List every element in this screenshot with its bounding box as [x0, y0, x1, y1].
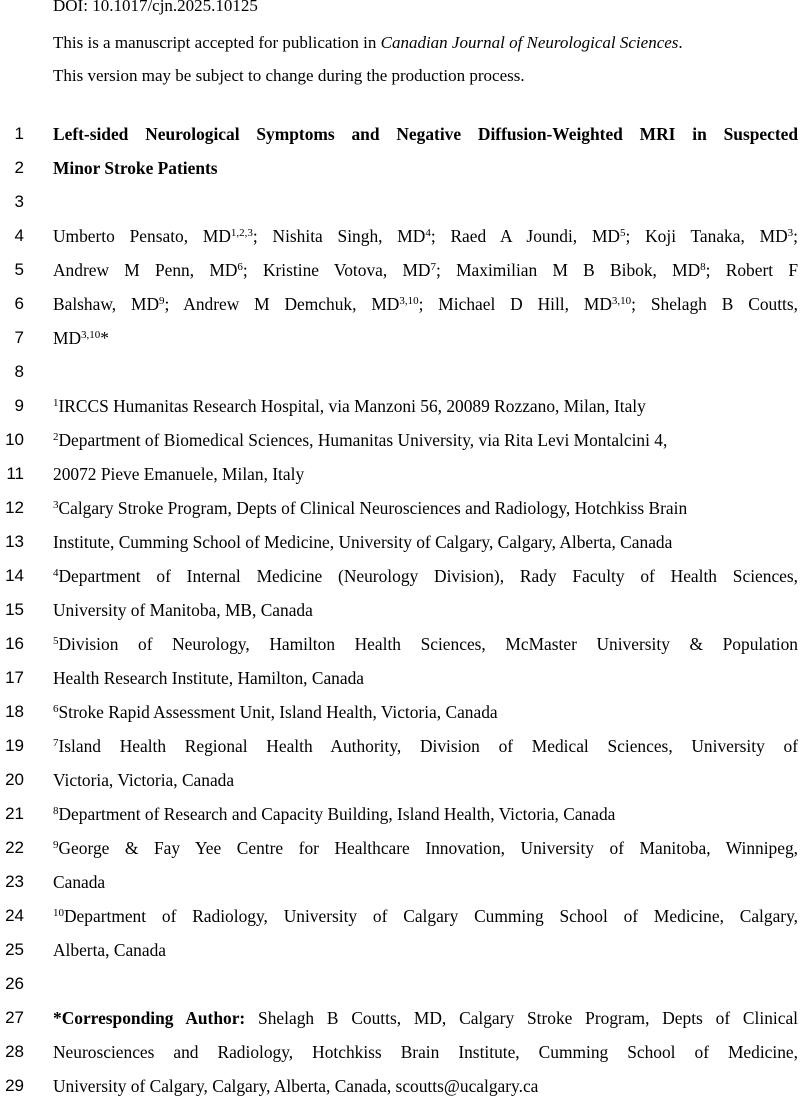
line-number: 10 — [5, 430, 24, 449]
affiliation-text: George & Fay Yee Centre for Healthcare Innovation, University of Manitoba, Winnipeg, — [58, 838, 798, 858]
manuscript-line — [0, 838, 800, 872]
affiliation-text: IRCCS Humanitas Research Hospital, via Manzoni 56, 20089 Rozzano, Milan, Italy — [58, 396, 646, 416]
line-number: 3 — [14, 192, 24, 211]
affiliation-text: Stroke Rapid Assessment Unit, Island Health, Victoria, Canada — [58, 702, 498, 722]
author-affiliation-sup: 8 — [700, 261, 706, 273]
affiliation-4 — [53, 566, 798, 586]
line-number: 13 — [5, 532, 24, 551]
manuscript-line — [0, 396, 800, 430]
corresponding-marker: * — [100, 328, 109, 348]
line-number: 21 — [5, 804, 24, 823]
author-line-2 — [53, 260, 798, 280]
author-name: Umberto Pensato, MD — [53, 226, 231, 246]
affiliation-sup: 8 — [53, 805, 59, 817]
line-number: 8 — [14, 362, 24, 381]
affiliation-text: Department of Biomedical Sciences, Humanitas University, via Rita Levi Montalcini 4, — [58, 430, 668, 450]
manuscript-line — [0, 872, 800, 906]
author-name: MD — [53, 328, 82, 348]
manuscript-line — [0, 702, 800, 736]
corresponding-author-label: *Corresponding Author: — [53, 1008, 246, 1028]
affiliation-text: Island Health Regional Health Authority, Division of Medical Sciences, University of — [58, 736, 798, 756]
author-affiliation-sup: 3,10 — [611, 295, 632, 307]
author-affiliation-sup: 6 — [237, 261, 243, 273]
correspondence-line-2: Neurosciences and Radiology, Hotchkiss Brain Institute, Cumming School of Medicine, — [53, 1042, 798, 1062]
manuscript-line — [0, 192, 800, 226]
line-number: 23 — [5, 872, 24, 891]
line-number: 24 — [5, 906, 24, 925]
manuscript-line — [0, 566, 800, 600]
line-number: 6 — [14, 294, 24, 313]
manuscript-line — [0, 1076, 800, 1110]
manuscript-line — [0, 634, 800, 668]
affiliation-sup: 2 — [53, 431, 59, 443]
manuscript-line — [0, 1008, 800, 1042]
manuscript-line — [0, 906, 800, 940]
manuscript-line — [0, 736, 800, 770]
affiliation-9 — [53, 838, 798, 858]
manuscript-line — [0, 804, 800, 838]
manuscript-line — [0, 532, 800, 566]
author-line-1 — [53, 226, 798, 246]
affiliation-3 — [53, 498, 798, 518]
manuscript-line — [0, 1042, 800, 1076]
journal-name: Canadian Journal of Neurological Sciences — [380, 33, 679, 52]
line-number: 16 — [5, 634, 24, 653]
author-name: Andrew M Penn, MD — [53, 260, 238, 280]
author-name: ; Raed A Joundi, MD — [430, 226, 620, 246]
line-number: 19 — [5, 736, 24, 755]
manuscript-line — [0, 294, 800, 328]
affiliation-text: Department of Research and Capacity Building, Island Health, Victoria, Canada — [58, 804, 616, 824]
manuscript-line — [0, 770, 800, 804]
manuscript-line — [0, 362, 800, 396]
correspondence-text: Shelagh B Coutts, MD, Calgary Stroke Program, Depts of Clinical — [245, 1008, 798, 1028]
manuscript-line — [0, 464, 800, 498]
affiliation-sup: 4 — [53, 567, 59, 579]
affiliation-text: Department of Internal Medicine (Neurology Division), Rady Faculty of Health Sciences, — [58, 566, 798, 586]
correspondence-line-1 — [53, 1008, 798, 1028]
title-line-1: Left-sided Neurological Symptoms and Negative Diffusion-Weighted MRI in Suspected — [53, 124, 798, 144]
manuscript-line — [0, 668, 800, 702]
author-name: ; Maximilian M B Bibok, MD — [435, 260, 701, 280]
author-affiliation-sup: 1,2,3 — [230, 227, 253, 239]
doi-line: DOI: 10.1017/cjn.2025.10125 — [53, 0, 258, 15]
affiliation-sup: 7 — [53, 737, 59, 749]
line-number: 20 — [5, 770, 24, 789]
line-number: 15 — [5, 600, 24, 619]
author-separator: ; — [793, 226, 798, 246]
affiliation-text: Health Research Institute, Hamilton, Canada — [53, 668, 365, 688]
line-number: 4 — [14, 226, 24, 245]
line-number: 18 — [5, 702, 24, 721]
author-name: ; Michael D Hill, MD — [418, 294, 612, 314]
affiliation-sup: 10 — [53, 907, 64, 919]
acceptance-suffix: . — [678, 33, 683, 52]
line-number: 9 — [14, 396, 24, 415]
author-name: ; Kristine Votova, MD — [242, 260, 431, 280]
line-number: 5 — [14, 260, 24, 279]
author-line-4 — [53, 328, 798, 348]
author-name: ; Nishita Singh, MD — [252, 226, 426, 246]
author-affiliation-sup: 7 — [430, 261, 436, 273]
affiliation-sup: 6 — [53, 703, 59, 715]
author-affiliation-sup: 4 — [425, 227, 431, 239]
affiliation-sup: 1 — [53, 397, 59, 409]
affiliation-text: Alberta, Canada — [53, 940, 166, 960]
affiliation-text: Calgary Stroke Program, Depts of Clinical Neurosciences and Radiology, Hotchkiss Brain — [58, 498, 688, 518]
line-number: 26 — [5, 974, 24, 993]
manuscript-line — [0, 430, 800, 464]
line-number: 22 — [5, 838, 24, 857]
affiliation-text: Institute, Cumming School of Medicine, University of Calgary, Calgary, Alberta, Canada — [53, 532, 673, 552]
affiliation-2 — [53, 430, 798, 450]
author-name: ; Robert F — [705, 260, 798, 280]
affiliation-text: University of Manitoba, MB, Canada — [53, 600, 313, 620]
manuscript-line — [0, 260, 800, 294]
affiliation-5 — [53, 634, 798, 654]
manuscript-line — [0, 328, 800, 362]
author-name: ; Shelagh B Coutts, — [631, 294, 798, 314]
author-affiliation-sup: 3 — [787, 227, 794, 239]
affiliation-6 — [53, 702, 798, 722]
manuscript-line — [0, 940, 800, 974]
manuscript-line — [0, 974, 800, 1008]
line-number: 28 — [5, 1042, 24, 1061]
line-number: 12 — [5, 498, 24, 517]
affiliation-7 — [53, 736, 798, 756]
author-line-3 — [53, 294, 798, 314]
affiliation-10 — [53, 906, 798, 926]
manuscript-line — [0, 600, 800, 634]
affiliation-text: Division of Neurology, Hamilton Health Sciences, McMaster University & Population — [58, 634, 798, 654]
manuscript-line — [0, 498, 800, 532]
author-name: Balshaw, MD — [53, 294, 160, 314]
author-name: ; Koji Tanaka, MD — [625, 226, 788, 246]
line-number: 25 — [5, 940, 24, 959]
line-number: 27 — [5, 1008, 24, 1027]
title-line-2: Minor Stroke Patients — [53, 158, 218, 178]
affiliation-text: 20072 Pieve Emanuele, Milan, Italy — [53, 464, 305, 484]
manuscript-line — [0, 124, 800, 158]
line-number: 17 — [5, 668, 24, 687]
author-affiliation-sup: 9 — [159, 295, 165, 307]
author-affiliation-sup: 3,10 — [399, 295, 419, 307]
affiliation-text: Canada — [53, 872, 106, 892]
correspondence-line-3: University of Calgary, Calgary, Alberta, Canada, scoutts@ucalgary.ca — [53, 1076, 539, 1096]
manuscript-line — [0, 226, 800, 260]
affiliation-sup: 5 — [53, 635, 59, 647]
affiliation-sup: 3 — [53, 499, 59, 511]
author-affiliation-sup: 5 — [619, 227, 626, 239]
line-number: 14 — [5, 566, 24, 585]
affiliation-1 — [53, 396, 798, 416]
line-number: 1 — [14, 124, 24, 143]
author-name: ; Andrew M Demchuk, MD — [164, 294, 400, 314]
line-number: 7 — [14, 328, 24, 347]
line-number: 29 — [5, 1076, 24, 1095]
affiliation-8 — [53, 804, 798, 824]
affiliation-text: Victoria, Victoria, Canada — [53, 770, 235, 790]
acceptance-prefix: This is a manuscript accepted for publication in — [53, 33, 381, 52]
line-number: 2 — [14, 158, 24, 177]
author-affiliation-sup: 3,10 — [81, 329, 101, 341]
affiliation-sup: 9 — [53, 839, 59, 851]
production-notice: This version may be subject to change during the production process. — [53, 66, 525, 85]
line-number: 11 — [6, 464, 24, 483]
affiliation-text: Department of Radiology, University of Calgary Cumming School of Medicine, Calgary, — [64, 906, 798, 926]
manuscript-line — [0, 158, 800, 192]
acceptance-notice — [53, 33, 683, 53]
